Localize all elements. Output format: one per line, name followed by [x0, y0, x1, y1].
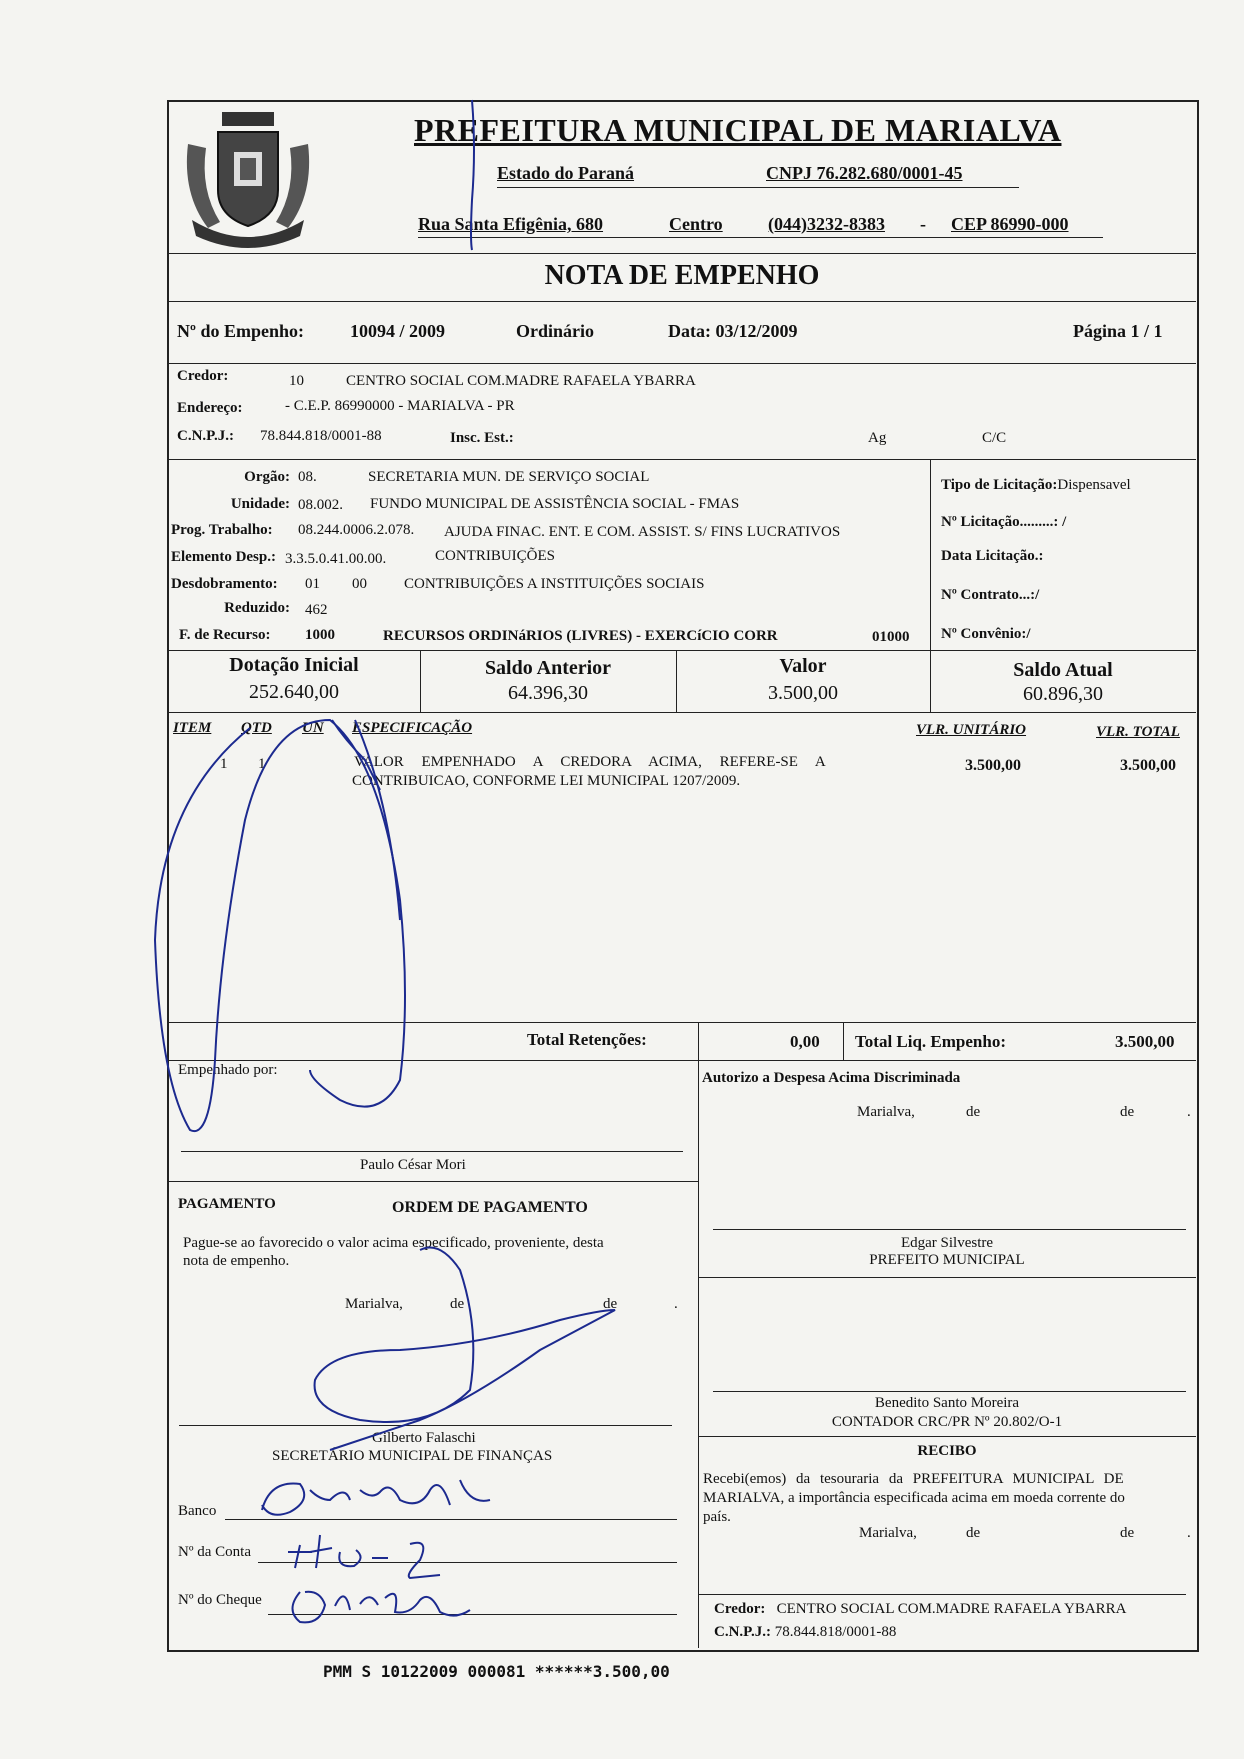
credor-name: CENTRO SOCIAL COM.MADRE RAFAELA YBARRA — [346, 373, 696, 389]
ordem-pagamento-title: ORDEM DE PAGAMENTO — [392, 1199, 588, 1216]
empenhado-label: Empenhado por: — [178, 1062, 278, 1078]
credor-cnpj: 78.844.818/0001-88 — [260, 428, 382, 444]
recibo-place: Marialva, — [859, 1525, 917, 1541]
empenho-type: Ordinário — [516, 321, 595, 341]
numero-contrato: Nº Contrato...:/ — [941, 587, 1040, 603]
tipo-licitacao: Tipo de Licitação:Dispensavel — [941, 477, 1131, 493]
saldo-anterior-label: Saldo Anterior — [484, 657, 612, 679]
recurso-label: F. de Recurso: — [179, 627, 271, 643]
item-vlr-unitario: 3.500,00 — [965, 757, 1021, 774]
pagamento-text-1: Pague-se ao favorecido o valor acima especificado, proveniente, desta — [183, 1235, 604, 1251]
saldo-atual-value: 60.896,30 — [1023, 683, 1103, 705]
prefeito-role: PREFEITO MUNICIPAL — [869, 1252, 1025, 1268]
orgao-name: SECRETARIA MUN. DE SERVIÇO SOCIAL — [368, 469, 650, 485]
dotacao-value: 252.640,00 — [249, 681, 339, 703]
empenho-label: Nº do Empenho: — [177, 321, 304, 341]
reduzido-value: 462 — [305, 602, 328, 618]
recurso-name: RECURSOS ORDINáRIOS (LIVRES) - EXERCíCIO CORR — [383, 628, 778, 644]
recibo-text-2: MARIALVA, a importância especificada acima em moeda corrente do — [703, 1490, 1125, 1506]
recurso-code-2: 01000 — [872, 629, 910, 645]
credor-label: Credor: — [177, 368, 229, 384]
cheque-label: Nº do Cheque — [178, 1592, 262, 1608]
empenhado-name: Paulo César Mori — [360, 1157, 466, 1173]
item-number: 1 — [220, 756, 228, 772]
pagamento-de-1: de — [450, 1296, 465, 1312]
payment-stamp: PMM S 10122009 000081 ******3.500,00 — [323, 1662, 670, 1681]
prog-trabalho-label: Prog. Trabalho: — [171, 522, 273, 538]
empenho-date: Data: 03/12/2009 — [668, 321, 798, 341]
address-dash: - — [920, 214, 926, 234]
col-especificacao: ESPECIFICAÇÃO — [352, 720, 473, 736]
unidade-name: FUNDO MUNICIPAL DE ASSISTÊNCIA SOCIAL - FMAS — [370, 496, 740, 512]
recibo-dot: . — [1187, 1525, 1191, 1541]
empenho-number: 10094 / 2009 — [350, 321, 446, 341]
endereco-label: Endereço: — [177, 400, 243, 416]
cc-label: C/C — [982, 430, 1007, 446]
prog-trabalho-code: 08.244.0006.2.078. — [298, 522, 415, 538]
recibo-de-2: de — [1120, 1525, 1135, 1541]
desdobramento-code-b: 00 — [352, 576, 367, 592]
credor-endereco: - C.E.P. 86990000 - MARIALVA - PR — [285, 398, 515, 414]
reduzido-label: Reduzido: — [224, 600, 290, 616]
col-item: ITEM — [173, 720, 212, 736]
col-vlr-total: VLR. TOTAL — [1096, 724, 1180, 740]
autorizo-place: Marialva, — [857, 1104, 915, 1120]
data-licitacao: Data Licitação.: — [941, 548, 1044, 564]
saldo-atual-label: Saldo Atual — [1013, 659, 1113, 681]
item-spec-line2: CONTRIBUICAO, CONFORME LEI MUNICIPAL 1207/2009. — [352, 773, 741, 789]
recurso-code: 1000 — [305, 627, 335, 643]
pagamento-de-2: de — [603, 1296, 618, 1312]
elemento-code: 3.3.5.0.41.00.00. — [285, 551, 387, 567]
elemento-label: Elemento Desp.: — [171, 549, 276, 565]
recibo-title: RECIBO — [917, 1443, 977, 1459]
pagamento-text-2: nota de empenho. — [183, 1253, 290, 1269]
recibo-text-3: país. — [703, 1509, 731, 1525]
insc-est-label: Insc. Est.: — [450, 430, 514, 446]
total-liq-label: Total Liq. Empenho: — [855, 1032, 1006, 1051]
col-un: UN — [302, 720, 324, 736]
municipal-seal — [178, 104, 318, 250]
secretario-name: Gilberto Falaschi — [372, 1430, 476, 1446]
address-centro: Centro — [669, 214, 723, 234]
col-vlr-unitario: VLR. UNITÁRIO — [916, 722, 1027, 738]
contador-role: CONTADOR CRC/PR Nº 20.802/O-1 — [831, 1414, 1063, 1430]
total-liq-value: 3.500,00 — [1115, 1032, 1175, 1051]
municipality-cep: CEP 86990-000 — [951, 214, 1069, 234]
autorizo-title: Autorizo a Despesa Acima Discriminada — [702, 1070, 961, 1086]
orgao-label: Orgão: — [244, 469, 290, 485]
municipality-address: Rua Santa Efigênia, 680 — [418, 214, 604, 234]
page-number: Página 1 / 1 — [1073, 321, 1163, 341]
recibo-credor: Credor: CENTRO SOCIAL COM.MADRE RAFAELA YBARRA — [714, 1601, 1127, 1617]
item-qtd: 1 — [258, 756, 266, 772]
recibo-de-1: de — [966, 1525, 981, 1541]
retencoes-label: Total Retenções: — [527, 1030, 647, 1049]
cnpj-label: C.N.P.J.: — [177, 428, 234, 444]
item-vlr-total: 3.500,00 — [1120, 757, 1176, 774]
numero-licitacao: Nº Licitação.........: / — [941, 514, 1067, 530]
elemento-name: CONTRIBUIÇÕES — [435, 548, 556, 564]
municipality-title: PREFEITURA MUNICIPAL DE MARIALVA — [414, 112, 1062, 148]
saldo-anterior-value: 64.396,30 — [508, 682, 588, 704]
col-qtd: QTD — [241, 720, 272, 736]
contador-name: Benedito Santo Moreira — [874, 1395, 1020, 1411]
banco-label: Banco — [178, 1503, 217, 1519]
numero-convenio: Nº Convênio:/ — [941, 626, 1031, 642]
ag-label: Ag — [868, 430, 887, 446]
prog-trabalho-name: AJUDA FINAC. ENT. E COM. ASSIST. S/ FINS LUCRATIVOS — [444, 524, 841, 540]
retencoes-value: 0,00 — [790, 1032, 820, 1051]
state-label: Estado do Paraná — [497, 163, 635, 183]
secretario-role: SECRETÁRIO MUNICIPAL DE FINANÇAS — [272, 1448, 553, 1464]
desdobramento-code-a: 01 — [305, 576, 320, 592]
unidade-label: Unidade: — [230, 496, 290, 512]
dotacao-label: Dotação Inicial — [229, 654, 359, 676]
item-spec-line1: VALOR EMPENHADO A CREDORA ACIMA, REFERE-SE A — [354, 754, 826, 770]
autorizo-de-1: de — [966, 1104, 981, 1120]
municipality-phone: (044)3232-8383 — [768, 214, 885, 234]
pagamento-place: Marialva, — [345, 1296, 403, 1312]
pagamento-label: PAGAMENTO — [178, 1196, 276, 1212]
valor-label: Valor — [779, 655, 827, 677]
recibo-cnpj: C.N.P.J.: 78.844.818/0001-88 — [714, 1624, 897, 1640]
autorizo-dot: . — [1187, 1104, 1191, 1120]
recibo-text-1: Recebi(emos) da tesouraria da PREFEITURA MUNICIPAL DE — [703, 1471, 1124, 1487]
valor-value: 3.500,00 — [768, 682, 838, 704]
desdobramento-label: Desdobramento: — [171, 576, 278, 592]
document-title: NOTA DE EMPENHO — [544, 260, 820, 291]
prefeito-name: Edgar Silvestre — [900, 1235, 994, 1251]
pagamento-dot: . — [674, 1296, 678, 1312]
credor-code: 10 — [289, 373, 304, 389]
autorizo-de-2: de — [1120, 1104, 1135, 1120]
unidade-code: 08.002. — [298, 497, 343, 513]
orgao-code: 08. — [298, 469, 317, 485]
municipality-cnpj: CNPJ 76.282.680/0001-45 — [766, 163, 963, 183]
desdobramento-name: CONTRIBUIÇÕES A INSTITUIÇÕES SOCIAIS — [404, 576, 705, 592]
conta-label: Nº da Conta — [178, 1544, 251, 1560]
